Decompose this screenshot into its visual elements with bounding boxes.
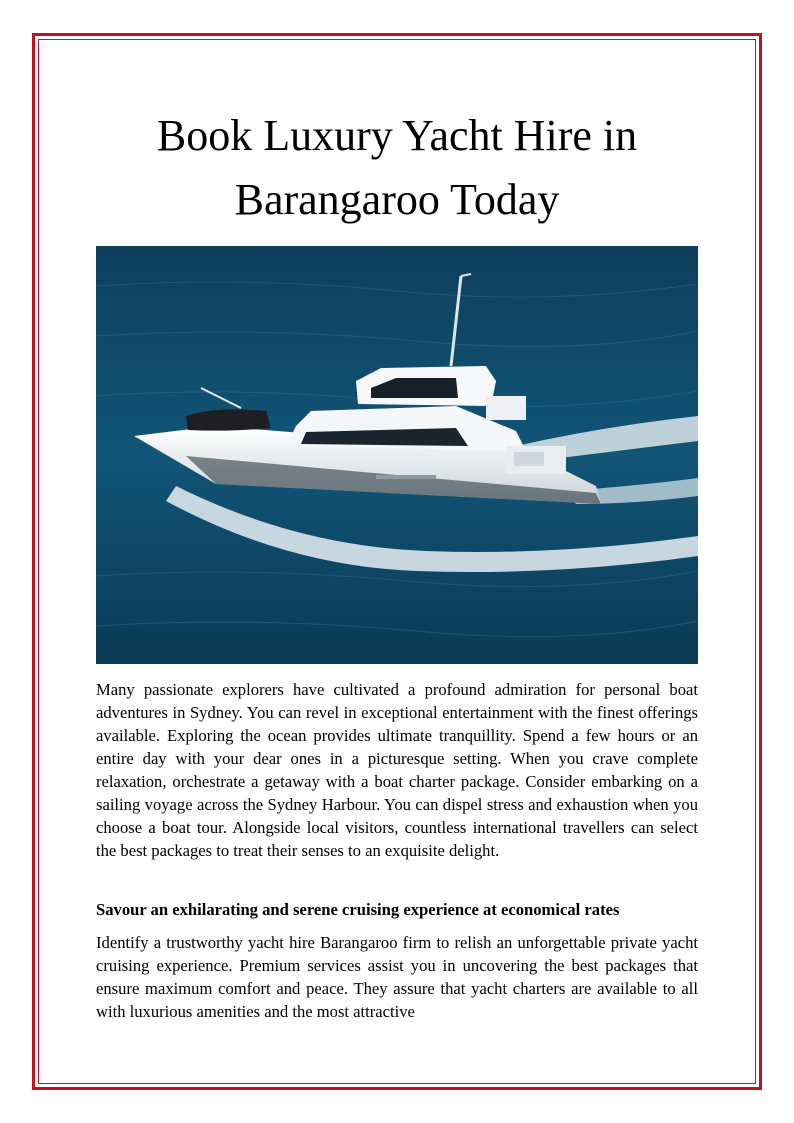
page-title: Book Luxury Yacht Hire in Barangaroo Today <box>156 111 638 224</box>
yacht-photo <box>96 246 698 664</box>
intro-paragraph: Many passionate explorers have cultivated a profound admiration for personal boat adventures in Sydney. You can revel in exceptional entertainment with the finest offerings available. Exploring the ocean provides ultimate tranquillity. Spend a few hours or an entire day with your dear ones in a picturesque setting. When you crave complete relaxation, orchestrate a getaway with a boat charter package. Consider embarking on a sailing voyage across the Sydney Harbour. You can dispel stress and exhaustion when you choose a boat tour. Alongside local visitors, countless international travellers can select the best packages to treat their senses to an exquisite delight. <box>96 680 698 860</box>
body-paragraph: Identify a trustworthy yacht hire Barangaroo firm to relish an unforgettable private yacht cruising experience. Premium services assist you in uncovering the best packages that ensure maximum comfort and peace. They assure that yacht charters are available to all with luxurious amenities and the most attractive <box>96 933 698 1021</box>
section-heading: Savour an exhilarating and serene cruising experience at economical rates <box>96 900 620 919</box>
